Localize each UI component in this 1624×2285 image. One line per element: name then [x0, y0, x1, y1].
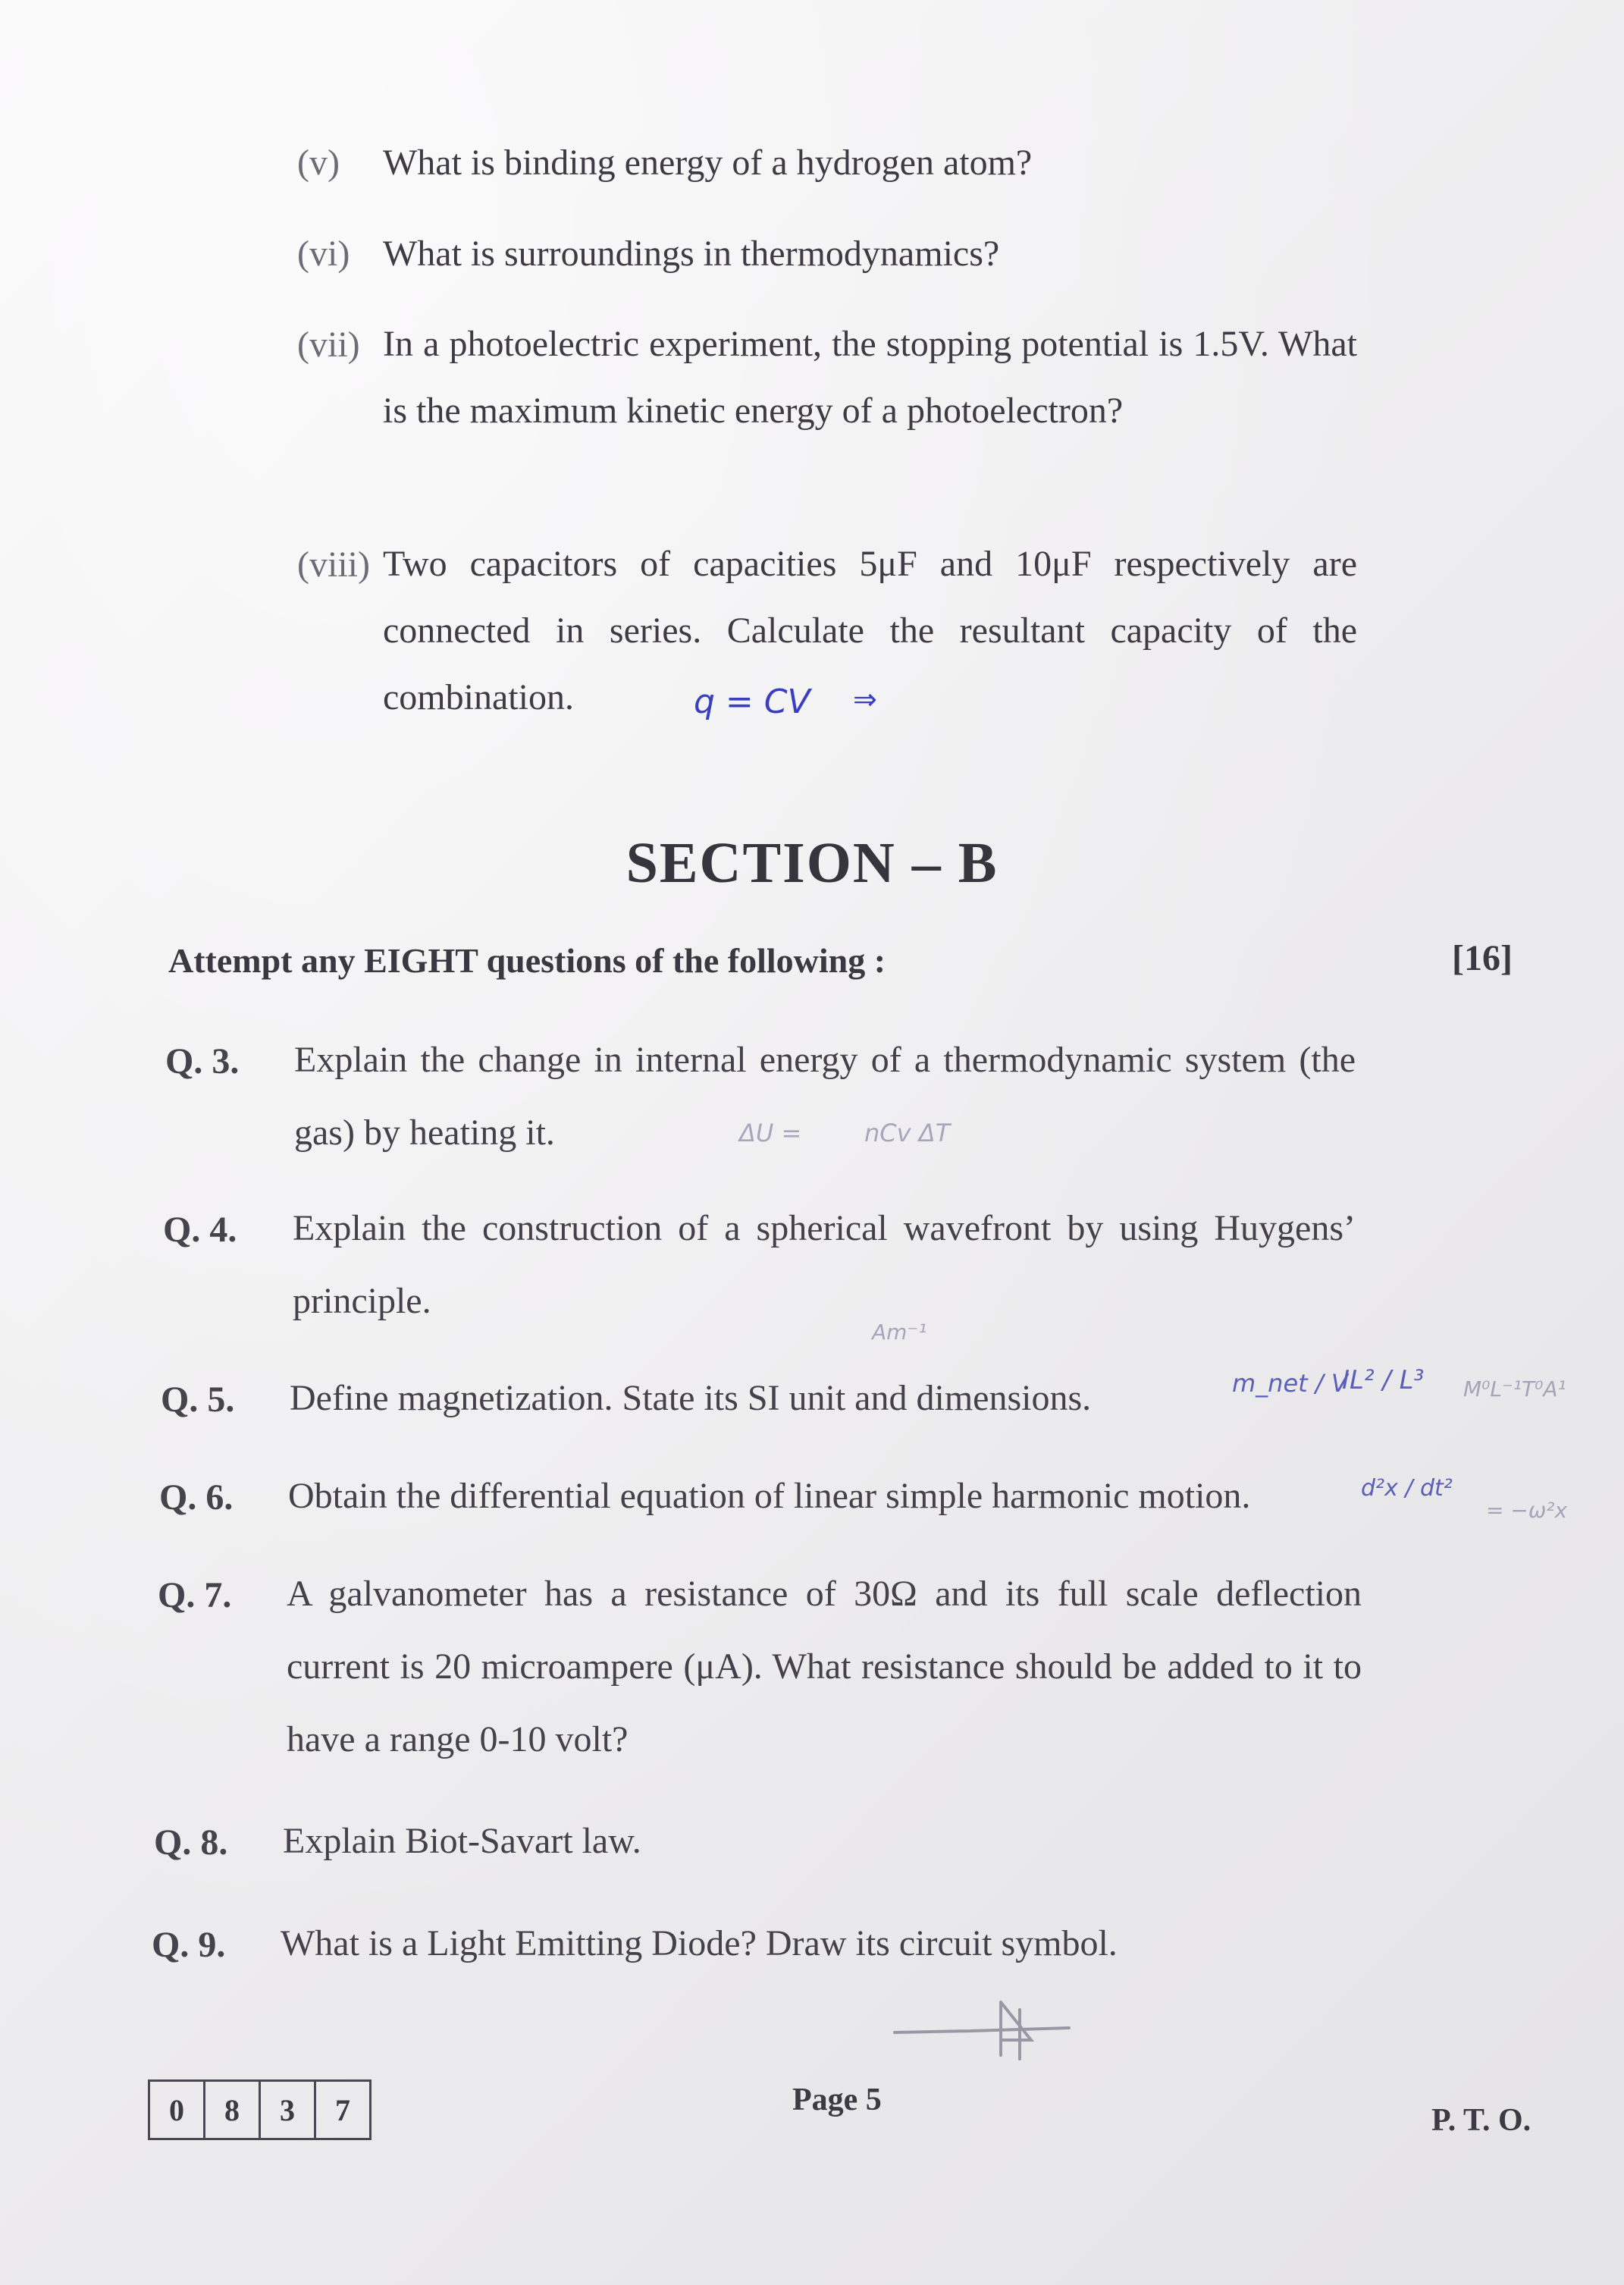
question-text-7: A galvanometer has a resistance of 30Ω and its full scale deflection current is 20 microampere (μA). What resistance should be added to it to have a range 0-10 volt? [287, 1574, 1362, 1759]
subquestion-v [297, 129, 340, 197]
subquestion-viii-text: Two capacitors of capacities 5μF and 10μF respectively are connected in series. Calculate the resultant capacity of the combination. [383, 544, 1357, 717]
paper-code-digit: 3 [261, 2082, 316, 2138]
question-text-4: Explain the construction of a spherical wavefront by using Huygens’ principle. [293, 1208, 1356, 1321]
subquestion-number: (v) [297, 143, 340, 183]
section-title: SECTION – B [625, 831, 999, 895]
handwritten-minus-w2x: = −ω²x [1486, 1498, 1568, 1523]
question-text-8: Explain Biot-Savart law. [283, 1821, 641, 1861]
question-number-3: Q. 3. [165, 1041, 240, 1081]
subquestion-vii [297, 311, 360, 379]
handwritten-arrow: ⇒ [853, 683, 877, 716]
paper-code-digit: 8 [205, 2082, 261, 2138]
question-text-6: Obtain the differential equation of linear simple harmonic motion. [288, 1476, 1251, 1516]
pto-label: P. T. O. [1431, 2103, 1532, 2138]
question-number-8: Q. 8. [154, 1822, 228, 1863]
question-number-5: Q. 5. [161, 1379, 235, 1420]
subquestion-v-text: What is binding energy of a hydrogen atom? [383, 143, 1033, 183]
paper-code-digit: 0 [150, 2082, 205, 2138]
question-number-9: Q. 9. [152, 1925, 226, 1965]
paper-code-box [148, 2079, 372, 2140]
handwritten-m-over-v: m_net / V [1232, 1369, 1348, 1398]
question-number-6: Q. 6. [159, 1477, 234, 1518]
subquestion-number: (vii) [297, 325, 360, 365]
question-text-9: What is a Light Emitting Diode? Draw its circuit symbol. [281, 1923, 1118, 1963]
page-number: Page 5 [792, 2083, 882, 2117]
handwritten-am: Am⁻¹ [872, 1320, 927, 1345]
section-marks: [16] [1452, 938, 1513, 978]
question-number-4: Q. 4. [163, 1210, 237, 1250]
subquestion-vi-text: What is surroundings in thermodynamics? [383, 234, 1000, 274]
subquestion-vii-text: In a photoelectric experiment, the stopping potential is 1.5V. What is the maximum kinetic energy of a photoelectron? [383, 324, 1357, 431]
handwritten-delta-u: ΔU = [739, 1119, 802, 1147]
handwritten-dimensions: M⁰L⁻¹T⁰A¹ [1463, 1376, 1566, 1401]
paper-code-digit: 7 [335, 2092, 350, 2127]
subquestion-number: (viii) [297, 545, 370, 585]
handwritten-il2-l3: IL² / L³ [1342, 1365, 1425, 1395]
handwritten-q-cv: q = CV [694, 683, 810, 721]
handwritten-d2x-dt2: d²x / dt² [1361, 1475, 1453, 1502]
subquestion-viii [297, 531, 370, 599]
scribble-sketch [887, 1987, 1077, 2070]
question-text-3: Explain the change in internal energy of a thermodynamic system (the gas) by heating it. [294, 1040, 1356, 1153]
question-text-5: Define magnetization. State its SI unit and dimensions. [290, 1378, 1092, 1418]
section-instruction: Attempt any EIGHT questions of the following : [168, 941, 886, 980]
subquestion-vi [297, 220, 350, 288]
subquestion-number: (vi) [297, 234, 350, 274]
handwritten-ncv-dt: nCv ΔT [864, 1119, 951, 1147]
question-number-7: Q. 7. [158, 1575, 232, 1615]
